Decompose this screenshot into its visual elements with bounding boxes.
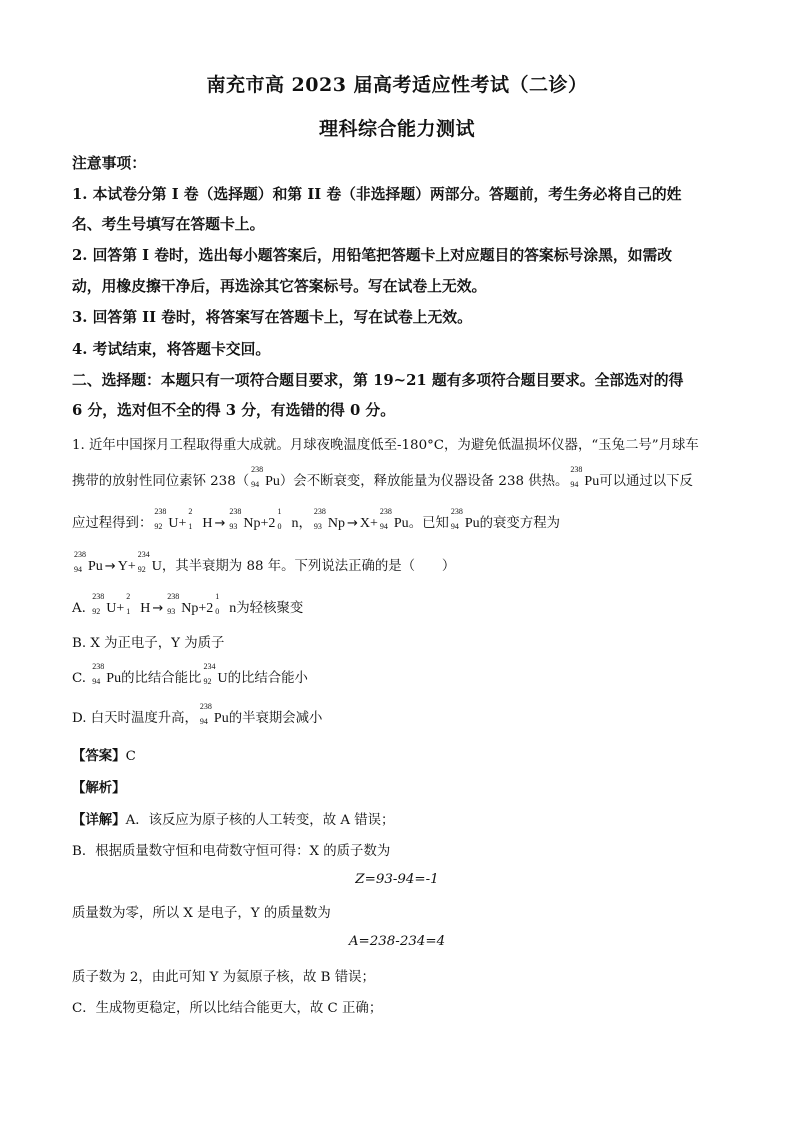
notice-2b: 动，用橡皮擦干净后，再选涂其它答案标号。写在试卷上无效。 [72, 278, 487, 295]
nuclide-np: 238 93 Np [167, 592, 199, 616]
q-text: ）会不断衰变，释放能量为仪器设备 238 供热。 [279, 474, 569, 489]
nuclide-n: 1 0 n [277, 507, 299, 531]
q-text: 应过程得到： [72, 516, 153, 531]
nuclide-pu: 238 94 Pu [92, 662, 122, 686]
nuclide-h2: 2 1 H [126, 592, 151, 616]
nuclide-pu: 238 94 Pu [379, 507, 409, 531]
nuclide-u238: 238 92 U [154, 507, 179, 531]
nuclide-np: 238 93 Np [229, 507, 261, 531]
detail-b: B．根据质量数守恒和电荷数守恒可得：X 的质子数为 [72, 844, 391, 859]
notice-1a: 1. 本试卷分第 I 卷（选择题）和第 II 卷（非选择题）两部分。答题前，考生务必将自己的姓 [72, 186, 682, 203]
exam-title: 南充市高 2023 届高考适应性考试（二诊） [206, 74, 588, 96]
nuclide-np: 238 93 Np [313, 507, 345, 531]
section-heading-b: 6 分，选对但不全的得 3 分，有选错的得 0 分。 [72, 402, 395, 419]
q-text: 可以通过以下反 [599, 474, 693, 489]
option-d: D. 白天时温度升高， 238 94 Pu的半衰期会减小 [72, 702, 323, 726]
notice-3: 3. 回答第 II 卷时，将答案写在答题卡上，写在试卷上无效。 [72, 309, 472, 326]
q-text: 。已知 [408, 516, 449, 531]
detail-c: C．生成物更稳定，所以比结合能更大，故 C 正确； [72, 1001, 383, 1016]
option-a: A. 238 92 U+ 2 1 H → 238 93 Np+2 1 0 n为轻核聚变 [72, 592, 304, 616]
notice-1b: 名、考生号填写在答题卡上。 [72, 216, 265, 233]
exam-subtitle: 理科综合能力测试 [318, 118, 475, 140]
equation-a: A=238-234=4 [348, 934, 446, 949]
question-line-3: 应过程得到： 238 92 U+ 2 1 H → 238 93 Np+2 1 0 n， 238 93 Np → X+ 238 94 Pu。已知 238 94 Pu的衰变方程为 [72, 507, 560, 531]
option-c: C. 238 94 Pu的比结合能比 234 92 U的比结合能小 [72, 662, 308, 686]
q-text: 的衰变方程为 [479, 516, 560, 531]
nuclide-u234: 234 92 U [137, 550, 162, 574]
detail-b3: 质子数为 2，由此可知 Y 为氦原子核，故 B 错误； [72, 970, 375, 985]
answer-line [72, 745, 732, 764]
nuclide-pu: 238 94 Pu [570, 465, 600, 489]
nuclide-h2: 2 1 H [188, 507, 213, 531]
answer-label: 【答案】 [72, 749, 126, 764]
nuclide-u234: 234 92 U [203, 662, 228, 686]
nuclide-u238: 238 92 U [92, 592, 117, 616]
nuclide-pu: 238 94 Pu [251, 465, 280, 489]
notice-4: 4. 考试结束，将答题卡交回。 [72, 341, 271, 358]
notice-2a: 2. 回答第 I 卷时，选出每小题答案后，用铅笔把答题卡上对应题目的答案标号涂黑，如需改 [72, 247, 673, 264]
detail-a: 【详解】A．该反应为原子核的人工转变，故 A 错误； [72, 813, 395, 828]
q-text: 携带的放射性同位素钚 238（ [72, 474, 250, 489]
option-b: B. X 为正电子，Y 为质子 [72, 636, 225, 651]
answer-value: C [125, 749, 136, 764]
nuclide-pu: 238 94 Pu [450, 507, 480, 531]
analysis-label: 【解析】 [72, 781, 126, 796]
question-line-4: 238 94 Pu → Y+ 234 92 U，其半衰期为 88 年。下列说法正确的是（ ） [74, 550, 456, 574]
detail-b2: 质量数为零，所以 X 是电子，Y 的质量数为 [72, 906, 331, 921]
section-heading-a: 二、选择题：本题只有一项符合题目要求，第 19~21 题有多项符合题目要求。全部选对的得 [72, 372, 684, 389]
nuclide-pu: 238 94 Pu [74, 550, 103, 574]
q-text: ，其半衰期为 88 年。下列说法正确的是（ ） [161, 559, 456, 574]
nuclide-n: 1 0 n [215, 592, 237, 616]
notice-heading: 注意事项： [72, 155, 146, 172]
question-line-1: 1. 近年中国探月工程取得重大成就。月球夜晚温度低至-180°C，为避免低温损坏仪器，“玉兔二号”月球车 [72, 438, 699, 453]
question-line-2 [72, 465, 732, 490]
nuclide-pu: 238 94 Pu [199, 702, 229, 726]
equation-z: Z=93-94=-1 [355, 872, 439, 887]
